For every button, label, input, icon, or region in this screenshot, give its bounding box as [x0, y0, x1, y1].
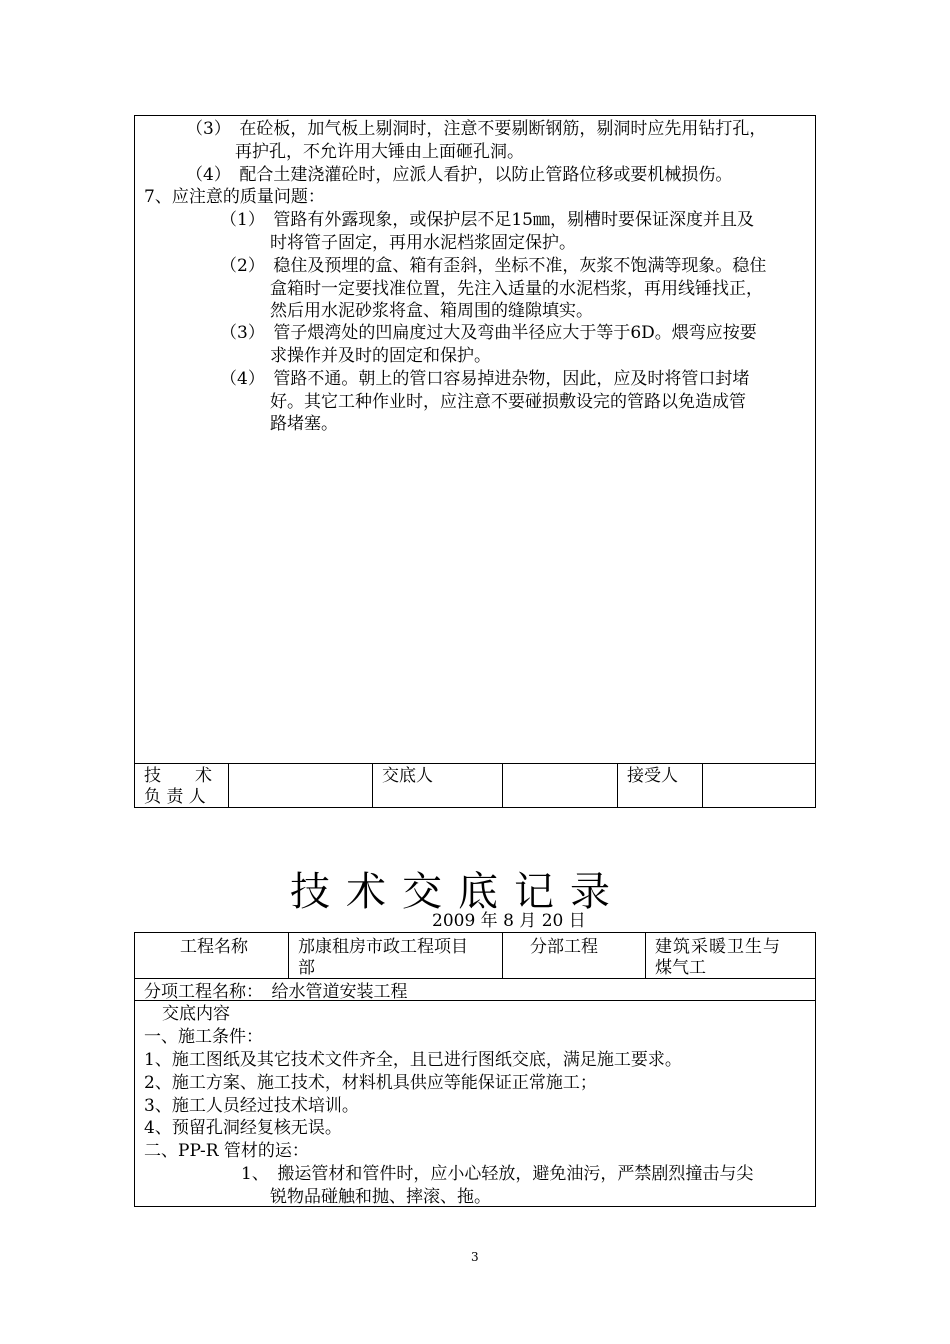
content-line: 交底内容: [162, 1004, 230, 1024]
sign-col-4: [617, 763, 618, 808]
text-line: 7、应注意的质量问题：: [144, 187, 325, 207]
text-line: 路堵塞。: [270, 414, 338, 434]
col-divider: [502, 932, 503, 978]
upper-table-sign-divider: [134, 763, 816, 764]
text-line: 好。其它工种作业时，应注意不要碰损敷设完的管路以免造成管: [270, 392, 746, 412]
text-line: （1） 管路有外露现象，或保护层不足15㎜，剔槽时要保证深度并且及: [220, 210, 754, 230]
content-line: 4、预留孔洞经复核无误。: [144, 1118, 342, 1138]
sub-project-label: 分部工程: [530, 937, 598, 957]
sign-col-3: [502, 763, 503, 808]
text-line: （4） 管路不通。朝上的管口容易掉进杂物，因此，应及时将管口封堵: [220, 369, 750, 389]
content-line: 一、施工条件：: [144, 1027, 263, 1047]
row-divider: [134, 978, 816, 979]
text-line: （4） 配合土建浇灌砼时，应派人看护，以防止管路位移或要机械损伤。: [186, 165, 733, 185]
text-line: （3） 管子煨湾处的凹扁度过大及弯曲半径应大于等于6D。煨弯应按要: [220, 323, 757, 343]
text-line: 盒箱时一定要找准位置，先注入适量的水泥档浆，再用线锤找正，: [270, 279, 763, 299]
handover-label: 交底人: [382, 766, 433, 786]
text-line: 然后用水泥砂浆将盒、箱周围的缝隙填实。: [270, 301, 593, 321]
text-line: 求操作并及时的固定和保护。: [270, 346, 491, 366]
col-divider: [645, 932, 646, 978]
project-name-value-2: 部: [298, 958, 315, 978]
sign-col-5: [702, 763, 703, 808]
text-line: （3） 在砼板，加气板上剔洞时，注意不要剔断钢筋，剔洞时应先用钻打孔，: [186, 119, 767, 139]
content-line: 3、施工人员经过技术培训。: [144, 1096, 359, 1116]
project-name-value: 邡康租房市政工程项目: [298, 937, 468, 957]
item-name: 分项工程名称： 给水管道安装工程: [144, 982, 408, 1002]
sub-project-value: 建筑采暖卫生与: [655, 937, 781, 957]
receiver-label: 接受人: [627, 766, 678, 786]
content-line: 1、 搬运管材和管件时，应小心轻放，避免油污，严禁剧烈撞击与尖: [241, 1164, 754, 1184]
content-line: 二、PP-R 管材的运：: [144, 1141, 309, 1161]
content-line: 1、施工图纸及其它技术文件齐全，且已进行图纸交底，满足施工要求。: [144, 1050, 682, 1070]
tech-lead-label: 技 术: [144, 766, 212, 786]
col-divider: [288, 932, 289, 978]
content-line: 锐物品碰触和抛、摔滚、拖。: [270, 1187, 491, 1207]
record-title: 技术交底记录: [290, 869, 626, 915]
text-line: 时将管子固定，再用水泥档浆固定保护。: [270, 233, 576, 253]
content-line: 2、施工方案、施工技术，材料机具供应等能保证正常施工；: [144, 1073, 597, 1093]
project-name-label: 工程名称: [180, 937, 248, 957]
sub-project-value-2: 煤气工: [655, 958, 706, 978]
text-line: 再护孔，不允许用大锤由上面砸孔洞。: [235, 142, 524, 162]
page-number: 3: [471, 1250, 479, 1264]
sign-col-1: [228, 763, 229, 808]
text-line: （2） 稳住及预埋的盒、箱有歪斜，坐标不准，灰浆不饱满等现象。稳住: [220, 256, 767, 276]
record-date: 2009 年 8 月 20 日: [432, 911, 586, 931]
tech-lead-label-2: 负 责 人: [144, 787, 206, 807]
sign-col-2: [372, 763, 373, 808]
